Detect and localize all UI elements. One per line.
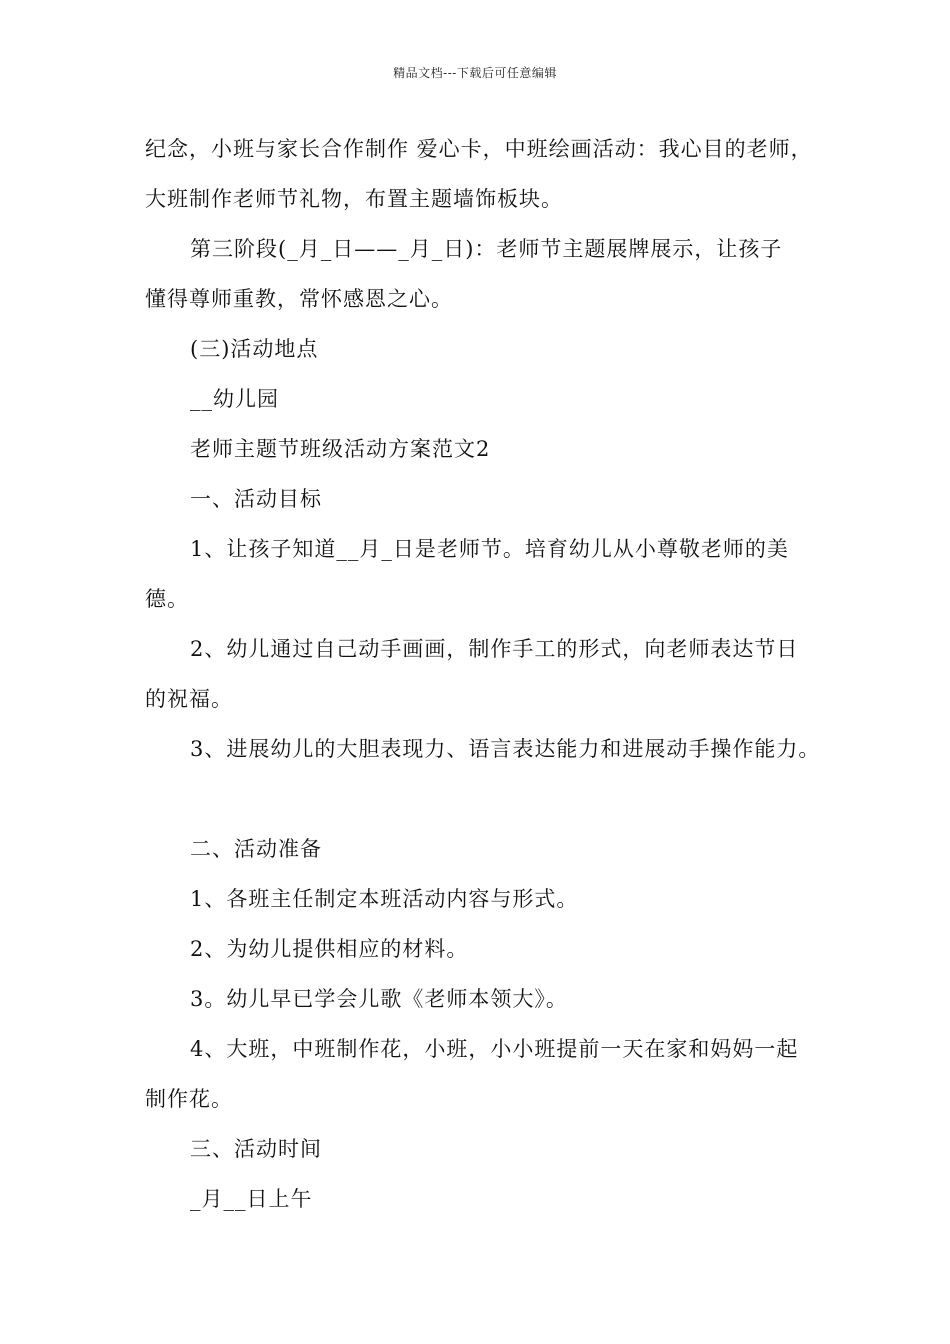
list-item: 1、让孩子知道__月_日是老师节。培育幼儿从小尊敬老师的美 xyxy=(190,537,789,561)
section-heading: (三)活动地点 xyxy=(190,337,319,361)
text-line: 纪念，小班与家长合作制作 爱心卡，中班绘画活动：我心目的老师， xyxy=(145,137,813,161)
text-line: 的祝福。 xyxy=(145,687,233,711)
list-item: 1、各班主任制定本班活动内容与形式。 xyxy=(190,887,579,911)
text-line: 大班制作老师节礼物，布置主题墙饰板块。 xyxy=(145,187,563,211)
page-header: 精品文档---下载后可任意编辑 xyxy=(393,66,557,80)
list-item: 2、为幼儿提供相应的材料。 xyxy=(190,937,469,961)
text-line: _月__日上午 xyxy=(190,1187,313,1211)
list-item: 2、幼儿通过自己动手画画，制作手工的形式，向老师表达节日 xyxy=(190,637,799,661)
list-item: 4、大班，中班制作花，小班，小小班提前一天在家和妈妈一起 xyxy=(190,1037,799,1061)
section-heading: 二、活动准备 xyxy=(190,837,322,861)
document-title: 老师主题节班级活动方案范文2 xyxy=(190,437,491,461)
list-item: 3。幼儿早已学会儿歌《老师本领大》。 xyxy=(190,987,568,1011)
text-line: 第三阶段(_月_日——_月_日)：老师节主题展牌展示，让孩子 xyxy=(190,237,783,261)
text-line: __幼儿园 xyxy=(190,387,279,411)
section-heading: 一、活动目标 xyxy=(190,487,322,511)
text-line: 懂得尊师重教，常怀感恩之心。 xyxy=(145,287,453,311)
text-line: 制作花。 xyxy=(145,1087,233,1111)
text-line: 德。 xyxy=(145,587,189,611)
section-heading: 三、活动时间 xyxy=(190,1137,322,1161)
list-item: 3、进展幼儿的大胆表现力、语言表达能力和进展动手操作能力。 xyxy=(190,737,821,761)
